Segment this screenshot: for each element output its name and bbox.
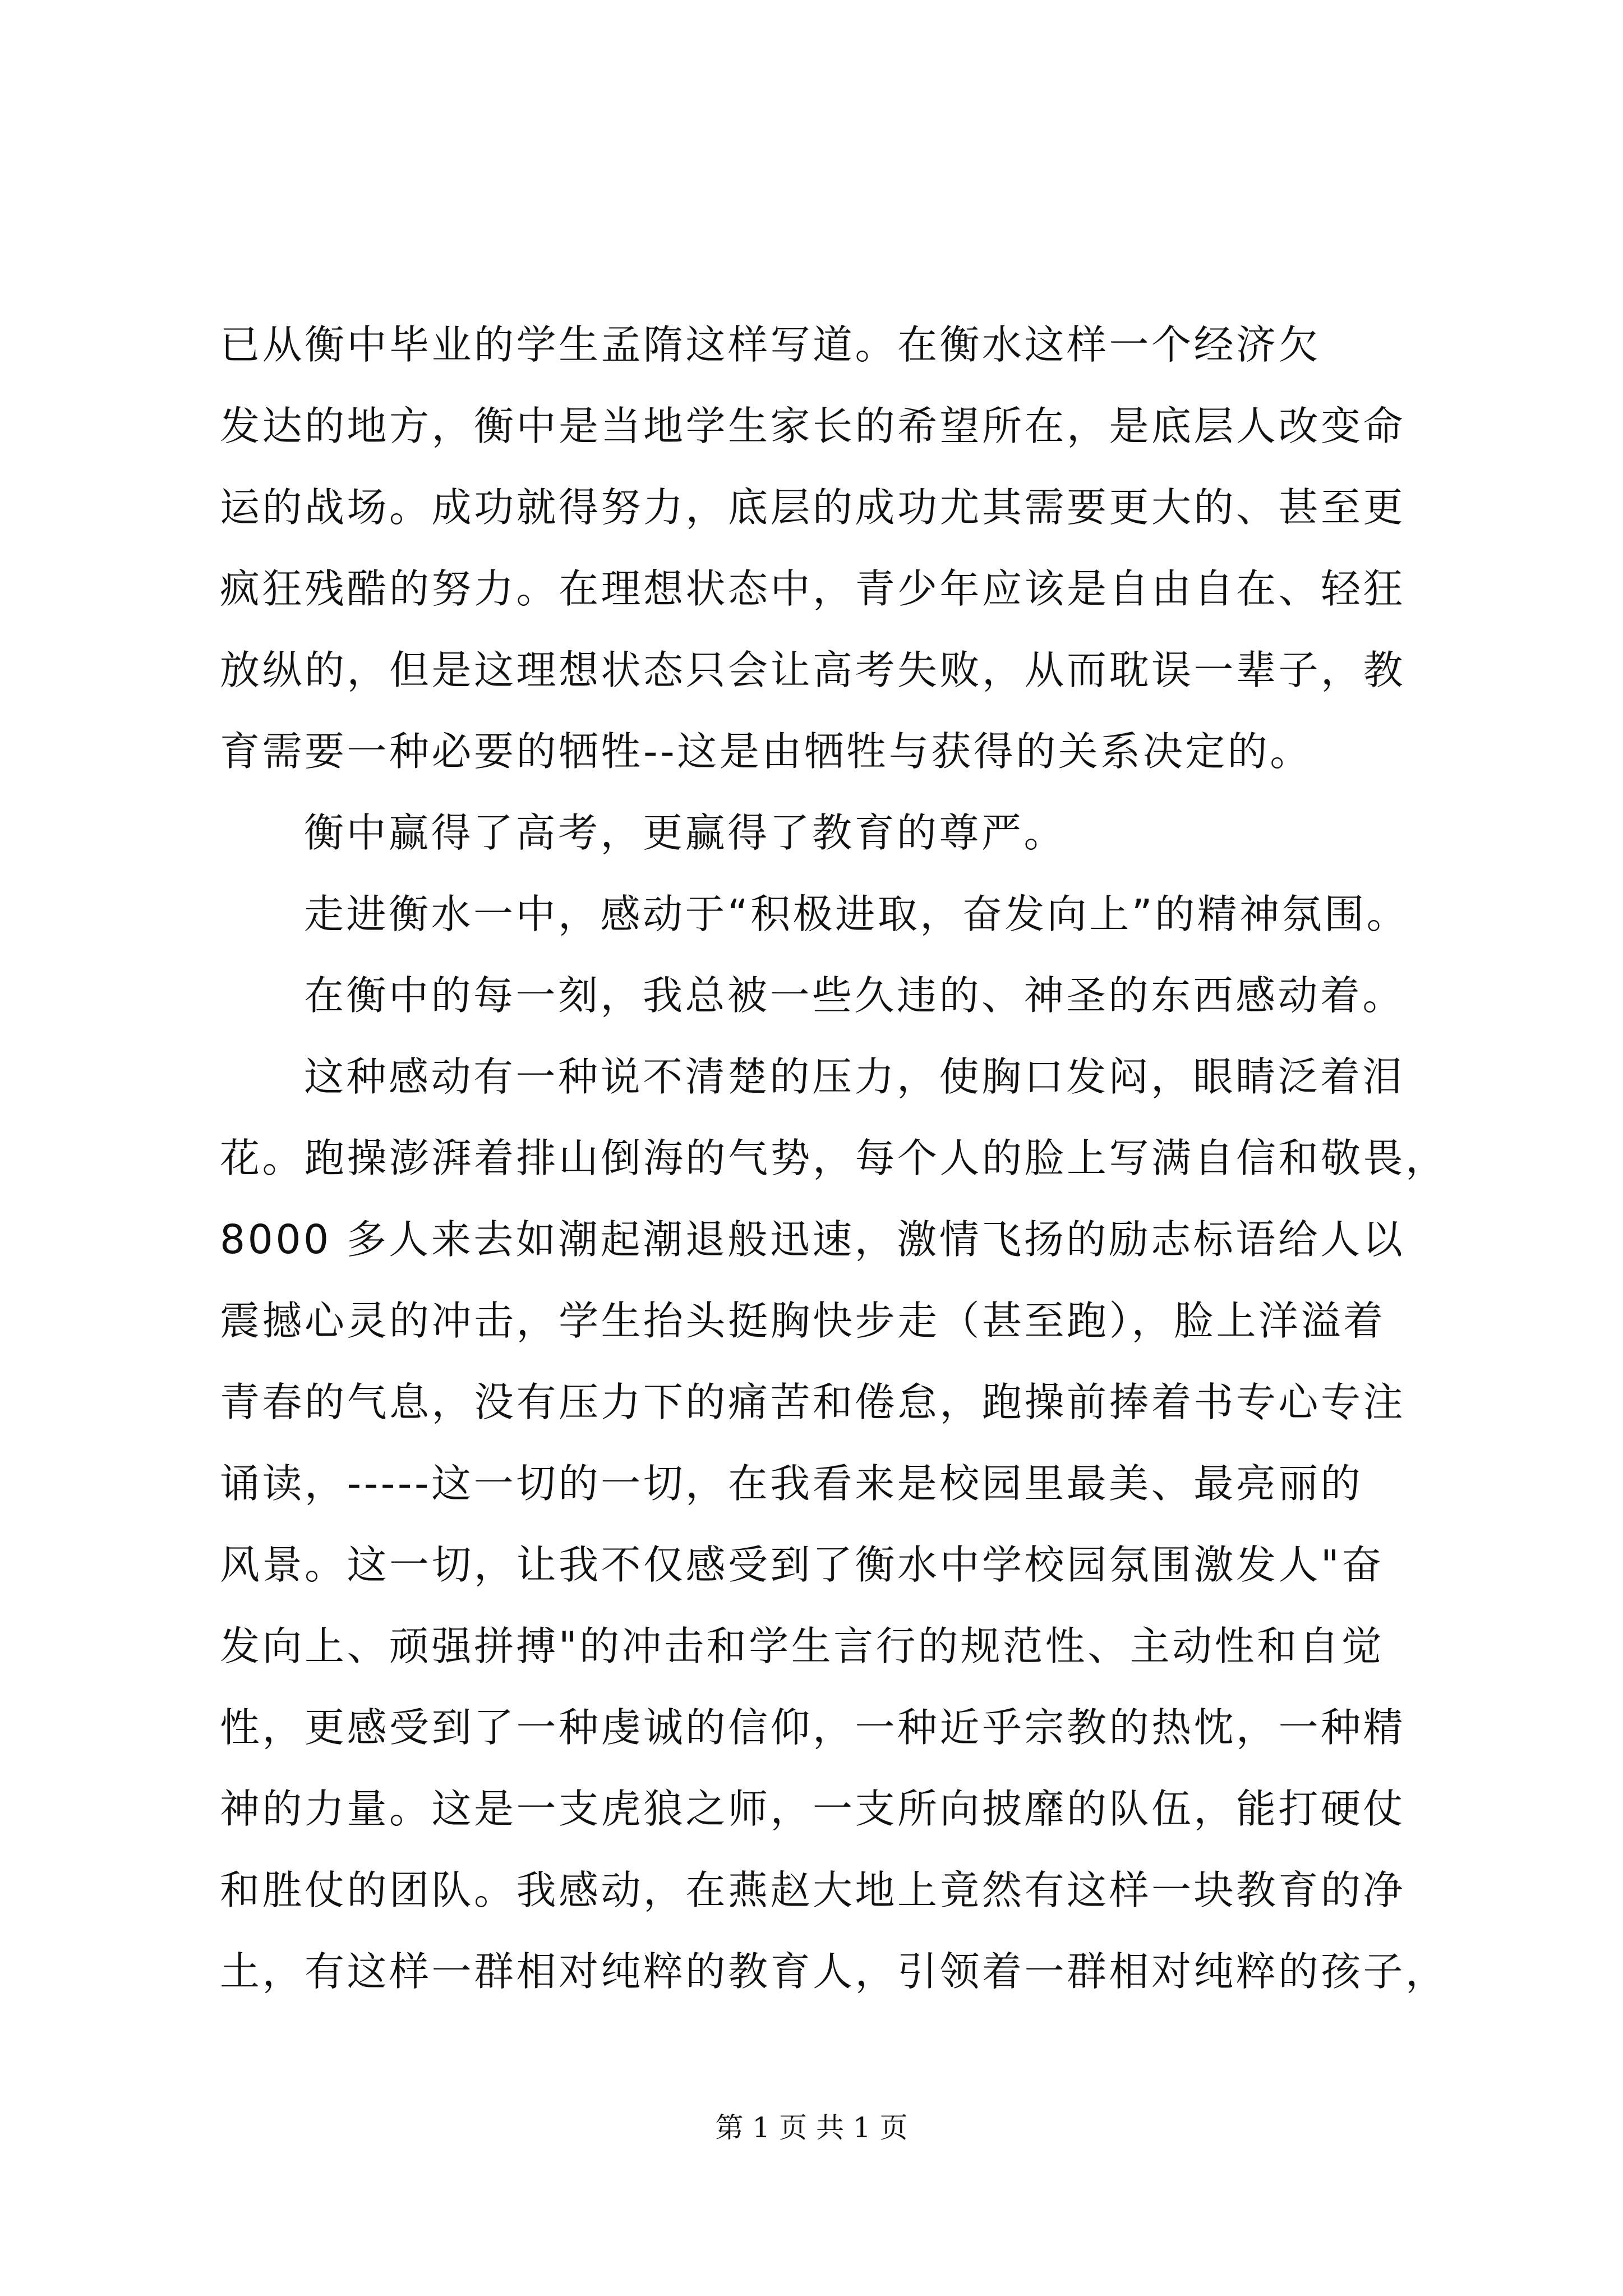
paragraph-line: 发向上、顽强拼搏"的冲击和学生言行的规范性、主动性和自觉	[220, 1623, 1384, 1669]
paragraph-line: 放纵的，但是这理想状态只会让高考失败，从而耽误一辈子，教	[220, 647, 1406, 693]
paragraph-line: 8000 多人来去如潮起潮退般迅速，激情飞扬的励志标语给人以	[220, 1216, 1405, 1263]
paragraph-line: 发达的地方，衡中是当地学生家长的希望所在，是底层人改变命	[220, 403, 1406, 449]
paragraph-line: 这种感动有一种说不清楚的压力，使胸口发闷，眼睛泛着泪	[304, 1053, 1405, 1100]
paragraph-line: 在衡中的每一刻，我总被一些久违的、神圣的东西感动着。	[304, 972, 1405, 1019]
paragraph-line: 神的力量。这是一支虎狼之师，一支所向披靡的队伍，能打硬仗	[220, 1786, 1406, 1832]
paragraph-line: 运的战场。成功就得努力，底层的成功尤其需要更大的、甚至更	[220, 484, 1406, 531]
paragraph-line: 走进衡水一中，感动于“积极进取，奋发向上”的精神氛围。	[304, 891, 1409, 937]
paragraph-line: 衡中赢得了高考，更赢得了教育的尊严。	[304, 809, 1067, 856]
paragraph-line: 疯狂残酷的努力。在理想状态中，青少年应该是自由自在、轻狂	[220, 565, 1406, 612]
paragraph-line: 震撼心灵的冲击，学生抬头挺胸快步走（甚至跑），脸上洋溢着	[220, 1297, 1386, 1344]
page-footer	[0, 2108, 1623, 2147]
paragraph-line: 和胜仗的团队。我感动，在燕赵大地上竟然有这样一块教育的净	[220, 1867, 1406, 1913]
paragraph-line: 育需要一种必要的牺牲--这是由牺牲与获得的关系决定的。	[220, 728, 1312, 775]
page-number-indicator: 第 1 页 共 1 页	[715, 2111, 908, 2144]
paragraph-line: 已从衡中毕业的学生孟隋这样写道。在衡水这样一个经济欠	[220, 321, 1321, 368]
paragraph-line: 花。跑操澎湃着排山倒海的气势，每个人的脸上写满自信和敬畏，	[220, 1135, 1448, 1181]
paragraph-line: 性，更感受到了一种虔诚的信仰，一种近乎宗教的热忱，一种精	[220, 1704, 1406, 1751]
paragraph-line: 诵读，-----这一切的一切，在我看来是校园里最美、最亮丽的	[220, 1460, 1363, 1507]
paragraph-line: 土，有这样一群相对纯粹的教育人，引领着一群相对纯粹的孩子，	[220, 1948, 1448, 1995]
paragraph-line: 青春的气息，没有压力下的痛苦和倦怠，跑操前捧着书专心专注	[220, 1379, 1406, 1425]
paragraph-line: 风景。这一切，让我不仅感受到了衡水中学校园氛围激发人"奋	[220, 1542, 1384, 1588]
